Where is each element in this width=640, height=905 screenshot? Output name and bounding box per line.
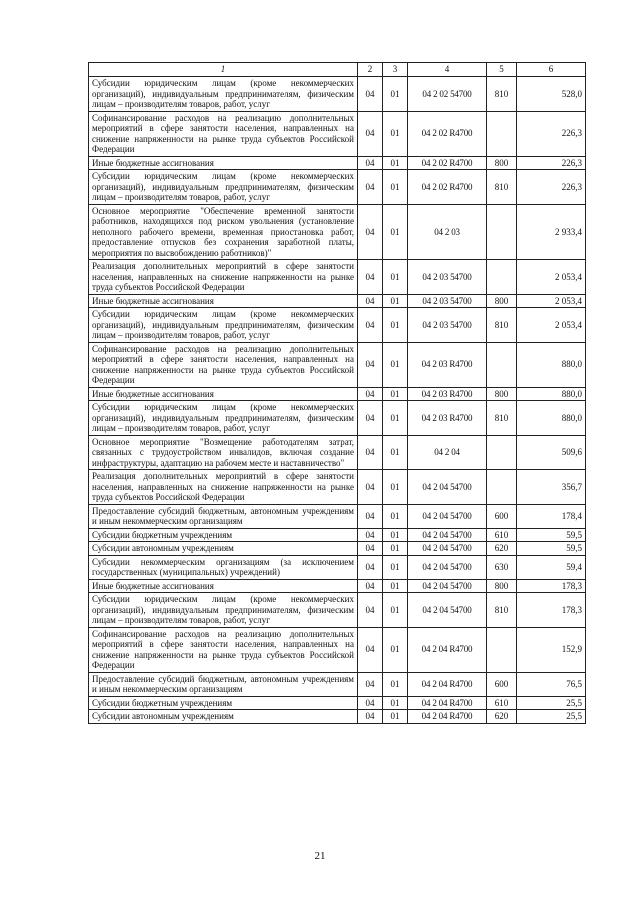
table-row <box>89 696 586 710</box>
row-section-cell: 04 <box>358 672 383 696</box>
row-section-cell: 04 <box>358 696 383 710</box>
row-section-cell: 04 <box>358 170 383 205</box>
row-section-cell: 04 <box>358 294 383 308</box>
row-name-cell: Софинансирование расходов на реализацию дополнительных мероприятий в сфере занятости населения, направленных на снижение напряженности на рынке труда субъектов Российской Федерации <box>89 111 358 156</box>
row-name-cell: Софинансирование расходов на реализацию дополнительных мероприятий в сфере занятости населения, направленных на снижение напряженности на рынке труда субъектов Российской Федерации <box>89 627 358 672</box>
row-section-cell: 04 <box>358 470 383 505</box>
table-row <box>89 528 586 542</box>
row-expense-type-cell: 800 <box>487 294 517 308</box>
row-subsection-cell: 01 <box>383 170 408 205</box>
row-expense-type-cell <box>487 435 517 470</box>
row-target-article-cell: 04 2 04 R4700 <box>408 696 487 710</box>
row-section-cell: 04 <box>358 387 383 401</box>
row-section-cell: 04 <box>358 579 383 593</box>
row-expense-type-cell: 810 <box>487 593 517 628</box>
row-name-cell: Иные бюджетные ассигнования <box>89 387 358 401</box>
row-subsection-cell: 01 <box>383 260 408 295</box>
row-section-cell: 04 <box>358 111 383 156</box>
row-target-article-cell: 04 2 02 R4700 <box>408 170 487 205</box>
row-section-cell: 04 <box>358 401 383 436</box>
row-amount-cell: 226,3 <box>517 170 586 205</box>
row-expense-type-cell <box>487 260 517 295</box>
row-subsection-cell: 01 <box>383 111 408 156</box>
row-target-article-cell: 04 2 04 54700 <box>408 555 487 579</box>
row-name-cell: Предоставление субсидий бюджетным, автономным учреждениям и иным некоммерческим организациям <box>89 504 358 528</box>
row-name-cell: Субсидии юридическим лицам (кроме некоммерческих организаций), индивидуальным предпринимателям, физическим лицам – производителям товаров, работ, услуг <box>89 308 358 343</box>
row-subsection-cell: 01 <box>383 710 408 724</box>
row-subsection-cell: 01 <box>383 401 408 436</box>
row-section-cell: 04 <box>358 555 383 579</box>
row-subsection-cell: 01 <box>383 627 408 672</box>
row-section-cell: 04 <box>358 627 383 672</box>
row-subsection-cell: 01 <box>383 435 408 470</box>
table-row <box>89 470 586 505</box>
table-row <box>89 342 586 387</box>
row-target-article-cell: 04 2 04 54700 <box>408 504 487 528</box>
row-expense-type-cell <box>487 470 517 505</box>
row-expense-type-cell <box>487 627 517 672</box>
header-col-4: 4 <box>408 63 487 77</box>
row-subsection-cell: 01 <box>383 308 408 343</box>
row-name-cell: Реализация дополнительных мероприятий в сфере занятости населения, направленных на снижение напряженности на рынке труда субъектов Российской Федерации <box>89 260 358 295</box>
row-target-article-cell: 04 2 03 <box>408 204 487 260</box>
row-amount-cell: 226,3 <box>517 111 586 156</box>
row-amount-cell: 59,4 <box>517 555 586 579</box>
row-target-article-cell: 04 2 04 R4700 <box>408 710 487 724</box>
table-row <box>89 579 586 593</box>
row-amount-cell: 2 053,4 <box>517 294 586 308</box>
row-name-cell: Субсидии бюджетным учреждениям <box>89 528 358 542</box>
row-name-cell: Иные бюджетные ассигнования <box>89 579 358 593</box>
table-row <box>89 710 586 724</box>
row-amount-cell: 2 933,4 <box>517 204 586 260</box>
page-number: 21 <box>314 850 326 862</box>
row-target-article-cell: 04 2 04 54700 <box>408 579 487 593</box>
row-section-cell: 04 <box>358 260 383 295</box>
row-target-article-cell: 04 2 03 R4700 <box>408 387 487 401</box>
table-row <box>89 504 586 528</box>
row-name-cell: Иные бюджетные ассигнования <box>89 156 358 170</box>
row-expense-type-cell: 810 <box>487 170 517 205</box>
row-section-cell: 04 <box>358 342 383 387</box>
table-row <box>89 672 586 696</box>
row-section-cell: 04 <box>358 504 383 528</box>
row-name-cell: Субсидии юридическим лицам (кроме некоммерческих организаций), индивидуальным предпринимателям, физическим лицам – производителям товаров, работ, услуг <box>89 401 358 436</box>
table-row <box>89 593 586 628</box>
row-section-cell: 04 <box>358 308 383 343</box>
row-subsection-cell: 01 <box>383 470 408 505</box>
row-subsection-cell: 01 <box>383 555 408 579</box>
row-amount-cell: 880,0 <box>517 401 586 436</box>
table-row <box>89 627 586 672</box>
row-subsection-cell: 01 <box>383 542 408 556</box>
row-expense-type-cell: 800 <box>487 387 517 401</box>
table-row <box>89 435 586 470</box>
header-col-1: 1 <box>89 63 358 77</box>
table-row <box>89 387 586 401</box>
row-target-article-cell: 04 2 02 R4700 <box>408 111 487 156</box>
row-subsection-cell: 01 <box>383 342 408 387</box>
table-row <box>89 260 586 295</box>
row-target-article-cell: 04 2 03 54700 <box>408 308 487 343</box>
row-expense-type-cell: 610 <box>487 696 517 710</box>
row-subsection-cell: 01 <box>383 156 408 170</box>
row-subsection-cell: 01 <box>383 672 408 696</box>
row-section-cell: 04 <box>358 528 383 542</box>
row-amount-cell: 25,5 <box>517 710 586 724</box>
budget-table <box>88 62 586 724</box>
row-target-article-cell: 04 2 04 54700 <box>408 593 487 628</box>
table-row <box>89 308 586 343</box>
table-row <box>89 170 586 205</box>
row-section-cell: 04 <box>358 204 383 260</box>
table-row <box>89 156 586 170</box>
row-amount-cell: 59,5 <box>517 528 586 542</box>
row-amount-cell: 2 053,4 <box>517 260 586 295</box>
row-section-cell: 04 <box>358 710 383 724</box>
row-amount-cell: 178,4 <box>517 504 586 528</box>
row-expense-type-cell <box>487 204 517 260</box>
row-expense-type-cell: 620 <box>487 542 517 556</box>
row-target-article-cell: 04 2 03 54700 <box>408 260 487 295</box>
row-name-cell: Субсидии автономным учреждениям <box>89 710 358 724</box>
row-subsection-cell: 01 <box>383 294 408 308</box>
table-row <box>89 111 586 156</box>
row-name-cell: Субсидии юридическим лицам (кроме некоммерческих организаций), индивидуальным предпринимателям, физическим лицам – производителям товаров, работ, услуг <box>89 77 358 112</box>
table-row <box>89 294 586 308</box>
row-amount-cell: 2 053,4 <box>517 308 586 343</box>
header-col-3: 3 <box>383 63 408 77</box>
table-row <box>89 542 586 556</box>
row-subsection-cell: 01 <box>383 696 408 710</box>
row-target-article-cell: 04 2 02 54700 <box>408 77 487 112</box>
row-target-article-cell: 04 2 04 54700 <box>408 470 487 505</box>
row-amount-cell: 226,3 <box>517 156 586 170</box>
row-name-cell: Софинансирование расходов на реализацию дополнительных мероприятий в сфере занятости населения, направленных на снижение напряженности на рынке труда субъектов Российской Федерации <box>89 342 358 387</box>
row-target-article-cell: 04 2 04 54700 <box>408 542 487 556</box>
row-target-article-cell: 04 2 02 R4700 <box>408 156 487 170</box>
row-subsection-cell: 01 <box>383 504 408 528</box>
row-name-cell: Субсидии некоммерческим организациям (за исключением государственных (муниципальных) учреждений) <box>89 555 358 579</box>
row-amount-cell: 178,3 <box>517 579 586 593</box>
row-amount-cell: 76,5 <box>517 672 586 696</box>
row-name-cell: Субсидии автономным учреждениям <box>89 542 358 556</box>
table-row <box>89 401 586 436</box>
table-row <box>89 555 586 579</box>
table-row <box>89 204 586 260</box>
row-target-article-cell: 04 2 04 <box>408 435 487 470</box>
row-amount-cell: 25,5 <box>517 696 586 710</box>
row-expense-type-cell: 600 <box>487 672 517 696</box>
row-expense-type-cell: 600 <box>487 504 517 528</box>
row-name-cell: Субсидии бюджетным учреждениям <box>89 696 358 710</box>
row-section-cell: 04 <box>358 77 383 112</box>
row-target-article-cell: 04 2 04 R4700 <box>408 627 487 672</box>
row-section-cell: 04 <box>358 593 383 628</box>
table-body <box>89 77 586 724</box>
row-target-article-cell: 04 2 04 R4700 <box>408 672 487 696</box>
table-header-row <box>89 63 586 77</box>
row-amount-cell: 178,3 <box>517 593 586 628</box>
row-section-cell: 04 <box>358 156 383 170</box>
row-name-cell: Основное мероприятие "Обеспечение временной занятости работников, находящихся под риском увольнения (установление неполного рабочего времени, временная приостановка работ, предоставление отпусков без сохранения заработной платы, мероприятия по высвобождению работников)" <box>89 204 358 260</box>
row-amount-cell: 528,0 <box>517 77 586 112</box>
row-expense-type-cell: 810 <box>487 401 517 436</box>
row-subsection-cell: 01 <box>383 204 408 260</box>
row-section-cell: 04 <box>358 435 383 470</box>
row-amount-cell: 356,7 <box>517 470 586 505</box>
table-row <box>89 77 586 112</box>
row-expense-type-cell <box>487 342 517 387</box>
header-col-2: 2 <box>358 63 383 77</box>
row-target-article-cell: 04 2 03 54700 <box>408 294 487 308</box>
row-name-cell: Субсидии юридическим лицам (кроме некоммерческих организаций), индивидуальным предпринимателям, физическим лицам – производителям товаров, работ, услуг <box>89 170 358 205</box>
row-subsection-cell: 01 <box>383 528 408 542</box>
row-amount-cell: 509,6 <box>517 435 586 470</box>
row-subsection-cell: 01 <box>383 579 408 593</box>
row-expense-type-cell: 620 <box>487 710 517 724</box>
row-target-article-cell: 04 2 03 R4700 <box>408 342 487 387</box>
row-name-cell: Реализация дополнительных мероприятий в сфере занятости населения, направленных на снижение напряженности на рынке труда субъектов Российской Федерации <box>89 470 358 505</box>
row-expense-type-cell: 800 <box>487 579 517 593</box>
row-target-article-cell: 04 2 04 54700 <box>408 528 487 542</box>
row-name-cell: Предоставление субсидий бюджетным, автономным учреждениям и иным некоммерческим организациям <box>89 672 358 696</box>
row-expense-type-cell: 630 <box>487 555 517 579</box>
row-amount-cell: 59,5 <box>517 542 586 556</box>
row-name-cell: Основное мероприятие "Возмещение работодателям затрат, связанных с трудоустройством инвалидов, включая создание инфраструктуры, адаптацию на рабочем месте и наставничество" <box>89 435 358 470</box>
row-subsection-cell: 01 <box>383 77 408 112</box>
row-subsection-cell: 01 <box>383 593 408 628</box>
row-subsection-cell: 01 <box>383 387 408 401</box>
row-amount-cell: 152,9 <box>517 627 586 672</box>
row-section-cell: 04 <box>358 542 383 556</box>
row-amount-cell: 880,0 <box>517 342 586 387</box>
row-amount-cell: 880,0 <box>517 387 586 401</box>
row-expense-type-cell: 610 <box>487 528 517 542</box>
row-target-article-cell: 04 2 03 R4700 <box>408 401 487 436</box>
row-name-cell: Субсидии юридическим лицам (кроме некоммерческих организаций), индивидуальным предпринимателям, физическим лицам – производителям товаров, работ, услуг <box>89 593 358 628</box>
row-expense-type-cell: 810 <box>487 77 517 112</box>
row-expense-type-cell: 810 <box>487 308 517 343</box>
row-expense-type-cell <box>487 111 517 156</box>
row-name-cell: Иные бюджетные ассигнования <box>89 294 358 308</box>
header-col-6: 6 <box>517 63 586 77</box>
header-col-5: 5 <box>487 63 517 77</box>
row-expense-type-cell: 800 <box>487 156 517 170</box>
